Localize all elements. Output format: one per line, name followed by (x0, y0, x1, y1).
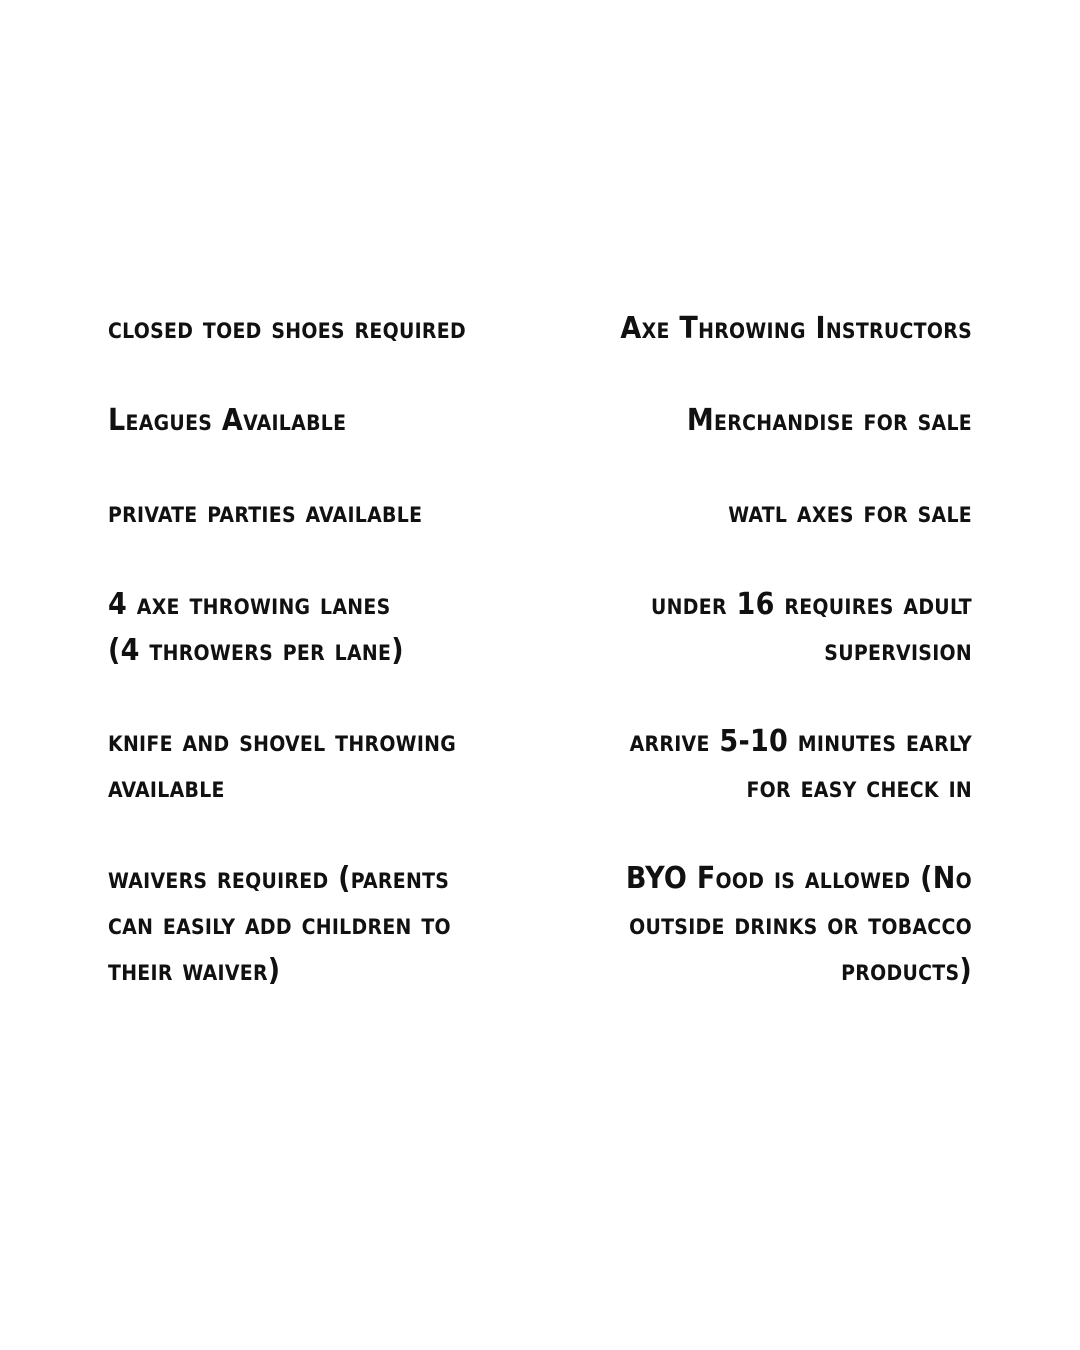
info-line: for easy check in (746, 770, 972, 805)
info-line: Leagues Available (108, 403, 347, 438)
info-leagues (108, 398, 346, 444)
info-waivers (108, 856, 451, 994)
info-byo-food (626, 856, 972, 994)
info-line: can easily add children to (108, 907, 451, 942)
info-line: private parties available (108, 495, 423, 530)
info-line: closed toed shoes required (108, 311, 466, 346)
info-under-16 (651, 582, 972, 674)
info-line: 4 axe throwing lanes (108, 587, 391, 622)
info-line: outside drinks or tobacco (629, 907, 972, 942)
info-line: under 16 requires adult (651, 587, 972, 622)
info-instructors (620, 306, 972, 352)
info-merchandise (687, 398, 972, 444)
info-line: available (108, 770, 225, 805)
info-knife-shovel (108, 719, 456, 811)
info-line: knife and shovel throwing (108, 724, 457, 759)
info-line: watl axes for sale (728, 495, 972, 530)
info-line: Axe Throwing Instructors (620, 311, 972, 346)
info-lanes (108, 582, 404, 674)
info-line: Merchandise for sale (686, 403, 972, 438)
info-line: products) (841, 953, 972, 988)
info-line: arrive 5-10 minutes early (629, 724, 972, 759)
info-line: BYO Food is allowed (No (625, 861, 972, 896)
info-line: (4 throwers per lane) (108, 633, 404, 668)
info-arrive-early (630, 719, 972, 811)
info-closed-toed-shoes (108, 306, 466, 352)
info-line: their waiver) (108, 953, 281, 988)
info-line: supervision (824, 633, 972, 668)
info-watl-axes (728, 490, 972, 536)
info-private-parties (108, 490, 422, 536)
info-line: waivers required (parents (108, 861, 450, 896)
